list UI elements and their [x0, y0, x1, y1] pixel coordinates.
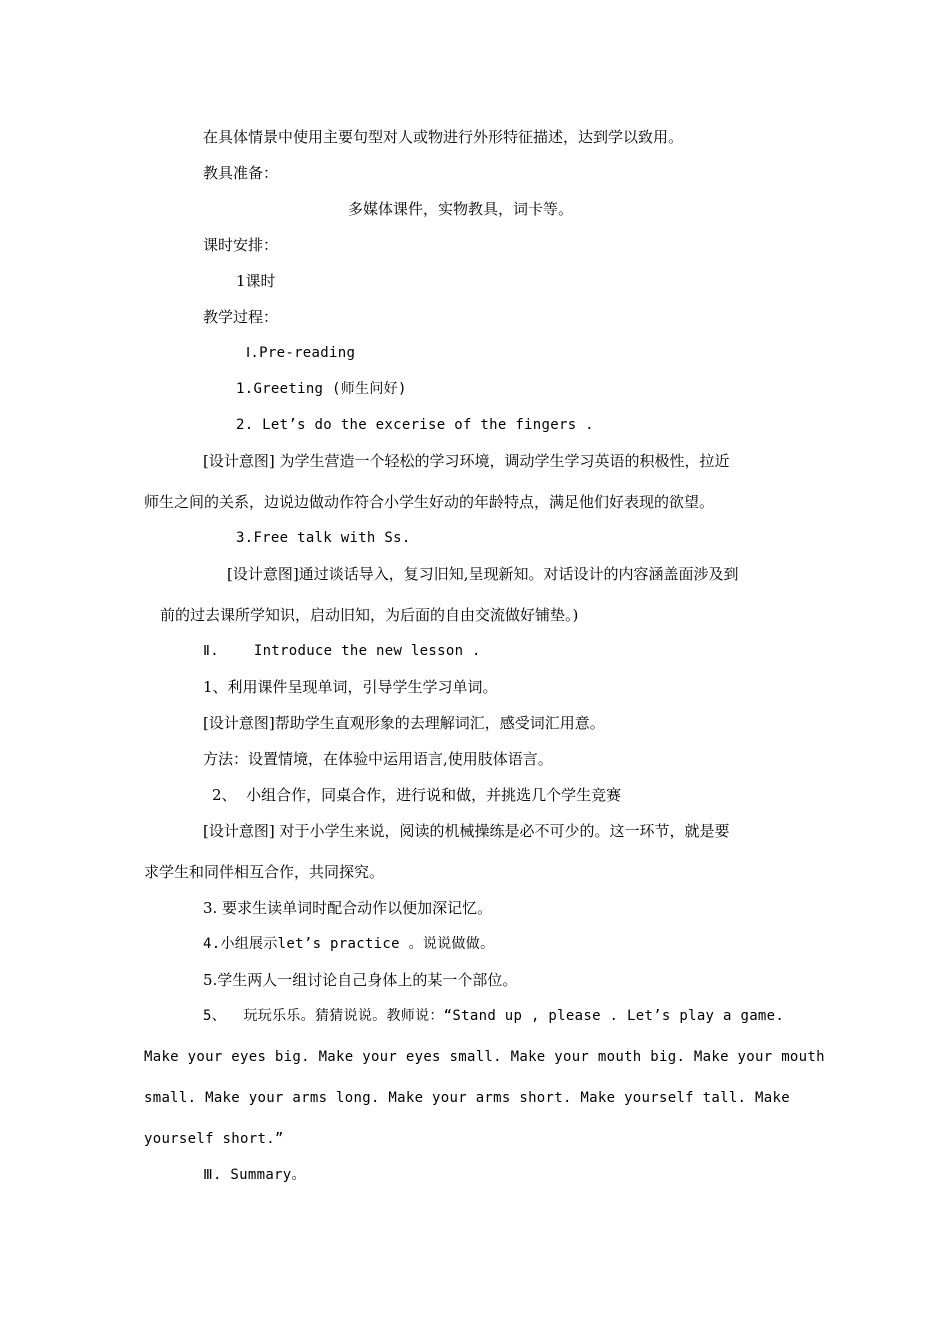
heading-schedule: 课时安排：	[203, 236, 279, 254]
text-line-objective: 在具体情景中使用主要句型对人或物进行外形特征描述，达到学以致用。	[203, 128, 684, 146]
text-line-free-talk: 3.Free talk with Ss.	[236, 530, 411, 546]
text-line-fingers: 2. Let’s do the excerise of the fingers .	[236, 417, 594, 433]
text-line-game-b: Make your eyes big. Make your eyes small. Make your mouth big. Make your mouth	[144, 1049, 825, 1065]
text-line-game-a: 5、 玩玩乐乐。猜猜说说。教师说：“Stand up , please . Let’s play a game.	[203, 1008, 785, 1024]
text-line-game-d: yourself short.”	[144, 1131, 284, 1147]
text-line-greeting: 1.Greeting (师生问好)	[236, 381, 407, 397]
text-line-design-2a: [设计意图]通过谈话导入，复习旧知,呈现新知。对话设计的内容涵盖面涉及到	[227, 565, 739, 583]
heading-process: 教学过程：	[203, 308, 279, 326]
text-line-step-4: 4.小组展示let’s practice 。说说做做。	[203, 936, 495, 952]
text-line-design-1b: 师生之间的关系，边说边做动作符合小学生好动的年龄特点，满足他们好表现的欲望。	[144, 493, 715, 511]
section-heading-summary: Ⅲ. Summary。	[203, 1167, 306, 1183]
text-line-design-3: [设计意图]帮助学生直观形象的去理解词汇，感受词汇用意。	[203, 714, 605, 732]
text-line-step-3: 3. 要求生读单词时配合动作以便加深记忆。	[203, 899, 493, 917]
text-line-design-4b: 求学生和同伴相互合作，共同探究。	[144, 863, 385, 881]
text-line-step-2: 2、 小组合作，同桌合作，进行说和做，并挑选几个学生竞赛	[212, 786, 622, 804]
text-line-step-5: 5.学生两人一组讨论自己身体上的某一个部位。	[203, 971, 518, 989]
text-line-schedule: 1课时	[236, 272, 276, 290]
text-line-game-c: small. Make your arms long. Make your arms short. Make yourself tall. Make	[144, 1090, 790, 1106]
section-heading-pre-reading: Ⅰ.Pre-reading	[246, 345, 356, 361]
text-line-method: 方法：设置情境，在体验中运用语言,使用肢体语言。	[203, 750, 553, 768]
text-line-design-4a: [设计意图] 对于小学生来说，阅读的机械操练是必不可少的。这一环节，就是要	[203, 822, 730, 840]
text-line-step-1: 1、利用课件呈现单词，引导学生学习单词。	[203, 678, 498, 696]
section-heading-new-lesson: Ⅱ. Introduce the new lesson .	[203, 643, 481, 659]
text-line-design-2b: 前的过去课所学知识，启动旧知，为后面的自由交流做好铺垫。)	[160, 606, 579, 624]
text-line-aids: 多媒体课件，实物教具，词卡等。	[348, 200, 574, 218]
heading-teaching-aids: 教具准备：	[203, 164, 279, 182]
text-line-design-1a: [设计意图] 为学生营造一个轻松的学习环境，调动学生学习英语的积极性，拉近	[203, 452, 730, 470]
